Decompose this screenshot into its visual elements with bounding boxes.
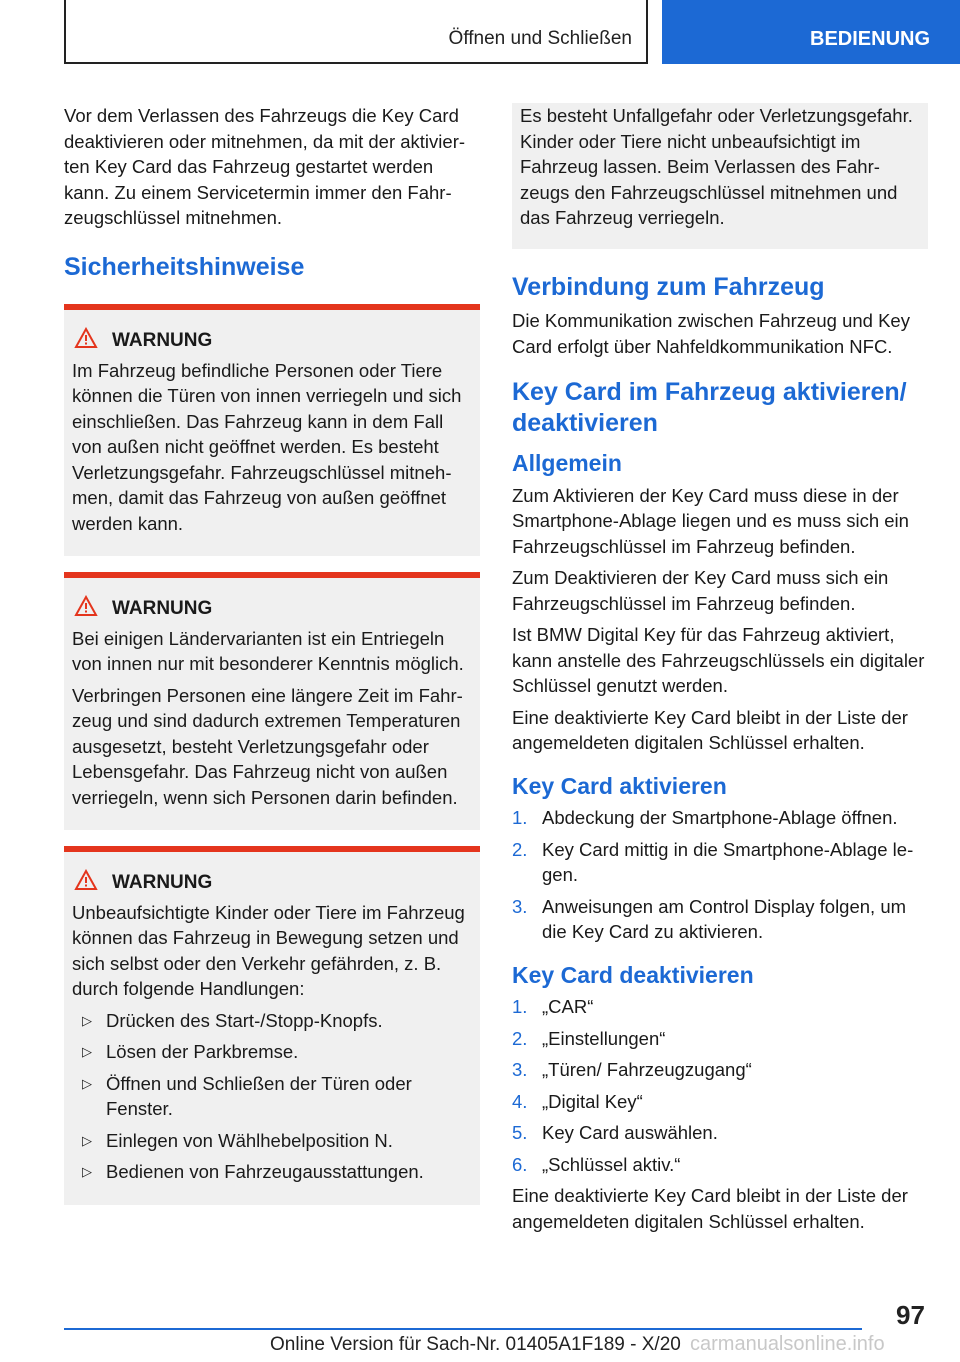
list-item: 5. Key Card auswählen. (512, 1122, 718, 1143)
intro-text: Vor dem Verlassen des Fahrzeugs die Key Card deaktivieren oder mitnehmen, da mit der aktivierten Key Card das Fahrzeug gestartet werden kann. Zu einem Servicetermin immer den Fahrzeugschlüssel mitnehmen. (64, 105, 466, 228)
list-item: 2. „Einstellungen“ (512, 1027, 666, 1049)
header-section-title: Öffnen und Schließen (448, 28, 632, 49)
warning-text: Es besteht Unfallgefahr oder Verletzungsgefahr. Kinder oder Tiere nicht unbeaufsichtigt im Fahrzeug lassen. Beim Verlassen des Fahrzeugs den Fahrzeugschlüssel mitnehmen und das Fahrzeug verriegeln. (520, 105, 913, 228)
heading-deactivate: Key Card deaktivieren (512, 961, 754, 988)
list-item: 6. „Schlüssel aktiv.“ (512, 1153, 681, 1175)
warning-box-1 (64, 304, 480, 556)
warning-title: WARNUNG (112, 870, 472, 896)
header-chapter-tab (662, 0, 960, 64)
general-text: Zum Deaktivieren der Key Card muss sich ein Fahrzeugschlüssel im Fahrzeug befinden. (512, 567, 889, 614)
warning-triangle-icon (74, 327, 98, 349)
list-item: 3. „Türen/ Fahrzeugzugang“ (512, 1059, 752, 1080)
header-chapter-title: BEDIENUNG (810, 28, 931, 50)
left-column (64, 103, 480, 1205)
heading-connection: Verbindung zum Fahrzeug (512, 272, 825, 301)
page-number: 97 (896, 1300, 925, 1330)
footer-divider (64, 1328, 862, 1330)
list-item: ▷ Bedienen von Fahrzeugausstattungen. (72, 1159, 472, 1185)
right-column (512, 103, 928, 1234)
heading-safety: Sicherheitshinweise (64, 252, 305, 281)
list-item: ▷ Öffnen und Schließen der Türen oder Fenster. (82, 1072, 412, 1119)
bullet-triangle-icon: ▷ (82, 1075, 92, 1091)
list-item: ▷ Einlegen von Wählhebelposition N. (72, 1128, 472, 1154)
heading-activate: Key Card aktivieren (512, 772, 727, 799)
bullet-triangle-icon: ▷ (82, 1044, 92, 1059)
warning-box-2 (64, 572, 480, 830)
list-item: 4. „Digital Key“ (512, 1090, 643, 1112)
list-item: 1. Abdeckung der Smartphone-Ablage öffnen. (512, 807, 898, 828)
general-text: Ist BMW Digital Key für das Fahrzeug aktiviert, kann anstelle des Fahrzeugschlüssels ein digitaler Schlüssel genutzt werden. (512, 624, 925, 696)
watermark: carmanualsonline.info (690, 1333, 885, 1355)
warning-text: Bei einigen Ländervarianten ist ein Entriegeln von innen nur mit besonderer Kenntnis möglich. (72, 627, 464, 674)
list-item: ▷ Lösen der Parkbremse. (72, 1039, 472, 1065)
heading-general: Allgemein (512, 450, 622, 476)
bullet-triangle-icon: ▷ (82, 1012, 92, 1028)
header-section-tab (64, 0, 648, 64)
warning-title: WARNUNG (112, 328, 472, 354)
list-item: 2. Key Card mittig in die Smartphone-Ablage legen. (512, 838, 914, 885)
list-item: ▷ Drücken des Start-/Stopp-Knopfs. (72, 1008, 472, 1034)
warning-triangle-icon (74, 595, 98, 617)
warning-triangle-icon (74, 869, 98, 891)
final-text: Eine deaktivierte Key Card bleibt in der Liste der angemeldeten digitalen Schlüssel erhalten. (512, 1185, 908, 1232)
warning-box-3 (64, 846, 480, 1205)
general-text: Zum Aktivieren der Key Card muss diese in der Smartphone-Ablage liegen und es muss sich ein Fahrzeugschlüssel im Fahrzeug befinden. (512, 484, 909, 557)
footer-text: Online Version für Sach-Nr. 01405A1F189 - X/20 (270, 1334, 681, 1355)
general-text: Eine deaktivierte Key Card bleibt in der Liste der angemeldeten digitalen Schlüssel erhalten. (512, 706, 908, 753)
heading-activate-deactivate: Key Card im Fahrzeug aktivieren/ deaktivieren (512, 378, 907, 437)
warning-box-continuation (512, 103, 928, 249)
list-item: 1. „CAR“ (512, 996, 594, 1017)
warning-title: WARNUNG (112, 596, 472, 622)
warning-text: Unbeaufsichtigte Kinder oder Tiere im Fahrzeug können das Fahrzeug in Bewegung setzen und sich selbst oder den Verkehr gefährden, z. B. durch folgende Handlungen: (72, 901, 465, 999)
list-item: 3. Anweisungen am Control Display folgen, um die Key Card zu aktivieren. (512, 895, 907, 942)
bullet-triangle-icon: ▷ (82, 1164, 92, 1179)
bullet-triangle-icon: ▷ (82, 1132, 92, 1148)
warning-text: Im Fahrzeug befindliche Personen oder Tiere können die Türen von innen verriegeln und sich einschließen. Das Fahrzeug kann in dem Fall von außen nicht geöffnet werden. Es besteht Verletzungsgefahr. Fahrzeugschlüssel mitnehmen, damit das Fahrzeug von außen geöffnet werden kann. (72, 359, 462, 534)
connection-text: Die Kommunikation zwischen Fahrzeug und Key Card erfolgt über Nahfeldkommunikation NFC. (512, 310, 910, 357)
warning-text: Verbringen Personen eine längere Zeit im Fahrzeug und sind dadurch extremen Temperaturen ausgesetzt, besteht Verletzungsgefahr oder Lebensgefahr. Das Fahrzeug nicht von außen verriegeln, wenn sich Personen darin befinden. (72, 684, 463, 808)
